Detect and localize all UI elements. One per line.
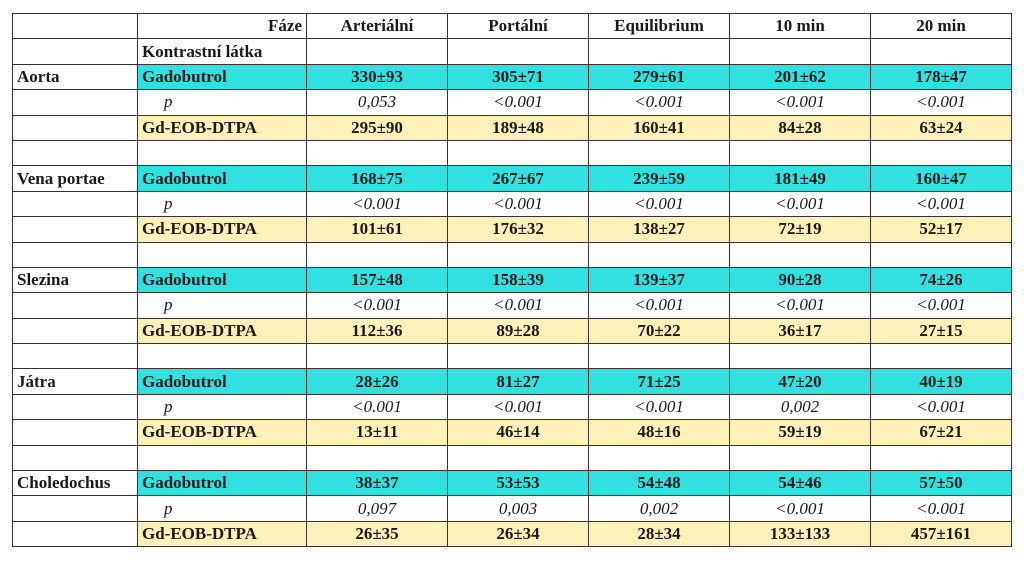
value-cell: 330±93 [307, 64, 448, 89]
empty-cell [13, 191, 138, 216]
p-value-cell: <0.001 [871, 90, 1012, 115]
contrast-agent-name: Gadobutrol [138, 64, 307, 89]
empty-cell [448, 445, 589, 470]
p-value-label: p [138, 394, 307, 419]
empty-cell [13, 242, 138, 267]
p-value-cell: <0.001 [448, 394, 589, 419]
p-value-cell: <0.001 [730, 293, 871, 318]
p-value-cell: <0.001 [730, 496, 871, 521]
value-cell: 70±22 [589, 318, 730, 343]
empty-cell [13, 445, 138, 470]
p-value-cell: 0,053 [307, 90, 448, 115]
empty-cell [13, 217, 138, 242]
empty-cell [589, 39, 730, 64]
value-cell: 40±19 [871, 369, 1012, 394]
p-value-cell: <0.001 [730, 191, 871, 216]
value-cell: 160±41 [589, 115, 730, 140]
p-value-cell: 0,003 [448, 496, 589, 521]
p-value-cell: <0.001 [448, 293, 589, 318]
value-cell: 176±32 [448, 217, 589, 242]
results-table-body [13, 14, 1012, 547]
contrast-agent-name: Gd-EOB-DTPA [138, 217, 307, 242]
organ-label: Choledochus [13, 471, 138, 496]
contrast-agent-name: Gadobutrol [138, 369, 307, 394]
value-cell: 189±48 [448, 115, 589, 140]
empty-cell [307, 344, 448, 369]
empty-cell [13, 140, 138, 165]
empty-cell [307, 242, 448, 267]
value-cell: 59±19 [730, 420, 871, 445]
spacer-row [13, 140, 1012, 165]
phase-label: Fáze [138, 14, 307, 39]
spacer-row [13, 344, 1012, 369]
value-cell: 48±16 [589, 420, 730, 445]
p-value-cell: <0.001 [307, 394, 448, 419]
value-cell: 305±71 [448, 64, 589, 89]
value-cell: 201±62 [730, 64, 871, 89]
value-cell: 57±50 [871, 471, 1012, 496]
p-value-cell: <0.001 [307, 191, 448, 216]
value-cell: 28±26 [307, 369, 448, 394]
p-value-cell: <0.001 [589, 394, 730, 419]
table-row [13, 191, 1012, 216]
results-table [12, 13, 1012, 547]
spacer-row [13, 242, 1012, 267]
organ-label: Slezina [13, 267, 138, 292]
contrast-agent-name: Gd-EOB-DTPA [138, 115, 307, 140]
value-cell: 52±17 [871, 217, 1012, 242]
empty-cell [448, 242, 589, 267]
table-row [13, 471, 1012, 496]
value-cell: 13±11 [307, 420, 448, 445]
p-value-cell: <0.001 [589, 293, 730, 318]
empty-cell [871, 140, 1012, 165]
empty-cell [13, 39, 138, 64]
empty-cell [13, 394, 138, 419]
value-cell: 63±24 [871, 115, 1012, 140]
table-row [13, 496, 1012, 521]
value-cell: 81±27 [448, 369, 589, 394]
column-header: 20 min [871, 14, 1012, 39]
column-header: Portální [448, 14, 589, 39]
empty-cell [307, 140, 448, 165]
table-row [13, 293, 1012, 318]
empty-cell [871, 39, 1012, 64]
p-value-label: p [138, 496, 307, 521]
empty-cell [730, 344, 871, 369]
empty-cell [871, 445, 1012, 470]
value-cell: 38±37 [307, 471, 448, 496]
value-cell: 295±90 [307, 115, 448, 140]
table-row [13, 369, 1012, 394]
value-cell: 74±26 [871, 267, 1012, 292]
table-row [13, 394, 1012, 419]
p-value-cell: <0.001 [307, 293, 448, 318]
value-cell: 158±39 [448, 267, 589, 292]
p-value-cell: <0.001 [871, 496, 1012, 521]
table-row [13, 115, 1012, 140]
empty-cell [307, 39, 448, 64]
empty-cell [871, 344, 1012, 369]
p-value-label: p [138, 90, 307, 115]
p-value-label: p [138, 293, 307, 318]
column-header: 10 min [730, 14, 871, 39]
table-row [13, 521, 1012, 546]
empty-cell [13, 90, 138, 115]
p-value-cell: <0.001 [448, 90, 589, 115]
column-header: Arteriální [307, 14, 448, 39]
value-cell: 112±36 [307, 318, 448, 343]
empty-cell [13, 293, 138, 318]
empty-cell [138, 242, 307, 267]
p-value-cell: <0.001 [589, 191, 730, 216]
p-value-cell: 0,002 [589, 496, 730, 521]
column-header: Equilibrium [589, 14, 730, 39]
table-row [13, 420, 1012, 445]
value-cell: 138±27 [589, 217, 730, 242]
p-value-cell: 0,097 [307, 496, 448, 521]
empty-cell [13, 344, 138, 369]
value-cell: 160±47 [871, 166, 1012, 191]
organ-label: Aorta [13, 64, 138, 89]
table-row [13, 318, 1012, 343]
value-cell: 267±67 [448, 166, 589, 191]
value-cell: 27±15 [871, 318, 1012, 343]
value-cell: 28±34 [589, 521, 730, 546]
value-cell: 67±21 [871, 420, 1012, 445]
organ-label: Vena portae [13, 166, 138, 191]
p-value-label: p [138, 191, 307, 216]
contrast-agent-name: Gadobutrol [138, 471, 307, 496]
contrast-agent-label: Kontrastní látka [138, 39, 307, 64]
header-corner-cell [13, 14, 138, 39]
empty-cell [138, 140, 307, 165]
value-cell: 46±14 [448, 420, 589, 445]
contrast-agent-name: Gd-EOB-DTPA [138, 318, 307, 343]
value-cell: 26±34 [448, 521, 589, 546]
table-row [13, 267, 1012, 292]
value-cell: 178±47 [871, 64, 1012, 89]
value-cell: 84±28 [730, 115, 871, 140]
value-cell: 71±25 [589, 369, 730, 394]
value-cell: 54±48 [589, 471, 730, 496]
empty-cell [138, 445, 307, 470]
value-cell: 279±61 [589, 64, 730, 89]
value-cell: 89±28 [448, 318, 589, 343]
empty-cell [13, 115, 138, 140]
value-cell: 168±75 [307, 166, 448, 191]
p-value-cell: <0.001 [871, 293, 1012, 318]
value-cell: 72±19 [730, 217, 871, 242]
p-value-cell: <0.001 [871, 191, 1012, 216]
table-row [13, 90, 1012, 115]
empty-cell [589, 344, 730, 369]
value-cell: 47±20 [730, 369, 871, 394]
empty-cell [730, 39, 871, 64]
p-value-cell: <0.001 [448, 191, 589, 216]
empty-cell [730, 140, 871, 165]
contrast-agent-name: Gadobutrol [138, 267, 307, 292]
value-cell: 157±48 [307, 267, 448, 292]
value-cell: 36±17 [730, 318, 871, 343]
empty-cell [448, 344, 589, 369]
empty-cell [589, 242, 730, 267]
value-cell: 139±37 [589, 267, 730, 292]
value-cell: 101±61 [307, 217, 448, 242]
empty-cell [13, 496, 138, 521]
organ-label: Játra [13, 369, 138, 394]
value-cell: 90±28 [730, 267, 871, 292]
empty-cell [448, 140, 589, 165]
value-cell: 181±49 [730, 166, 871, 191]
empty-cell [13, 420, 138, 445]
contrast-agent-name: Gd-EOB-DTPA [138, 420, 307, 445]
value-cell: 239±59 [589, 166, 730, 191]
value-cell: 26±35 [307, 521, 448, 546]
value-cell: 457±161 [871, 521, 1012, 546]
table-row [13, 217, 1012, 242]
p-value-cell: 0,002 [730, 394, 871, 419]
empty-cell [13, 521, 138, 546]
spacer-row [13, 445, 1012, 470]
contrast-label-row [13, 39, 1012, 64]
value-cell: 133±133 [730, 521, 871, 546]
value-cell: 54±46 [730, 471, 871, 496]
contrast-agent-name: Gadobutrol [138, 166, 307, 191]
p-value-cell: <0.001 [589, 90, 730, 115]
empty-cell [730, 445, 871, 470]
table-row [13, 166, 1012, 191]
empty-cell [307, 445, 448, 470]
empty-cell [589, 140, 730, 165]
empty-cell [871, 242, 1012, 267]
p-value-cell: <0.001 [730, 90, 871, 115]
empty-cell [730, 242, 871, 267]
empty-cell [13, 318, 138, 343]
value-cell: 53±53 [448, 471, 589, 496]
empty-cell [589, 445, 730, 470]
p-value-cell: <0.001 [871, 394, 1012, 419]
header-row [13, 14, 1012, 39]
empty-cell [138, 344, 307, 369]
table-row [13, 64, 1012, 89]
contrast-agent-name: Gd-EOB-DTPA [138, 521, 307, 546]
empty-cell [448, 39, 589, 64]
